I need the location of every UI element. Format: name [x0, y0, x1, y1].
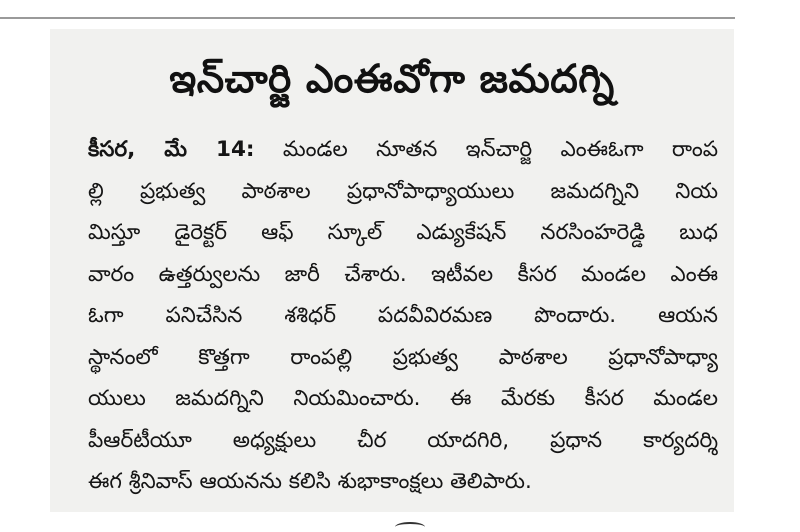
article-body — [88, 129, 718, 503]
article-line: యులు జమదగ్నిని నియమించారు. ఈ మేరకు కీసర మండల — [88, 386, 718, 411]
article-dateline: కీసర, మే 14: — [88, 137, 255, 162]
article-line-text: మండల నూతన ఇన్‌చార్జి ఎంఈఓగా రాంప — [254, 137, 718, 162]
article-line: స్థానంలో కొత్తగా రాంపల్లి ప్రభుత్వ పాఠశాల ప్రధానోపాధ్యా — [88, 344, 718, 370]
article-line — [88, 129, 718, 171]
article-line: ల్లి ప్రభుత్వ పాఠశాల ప్రధానోపాధ్యాయులు జమదగ్నిని నియ — [88, 178, 718, 204]
article-line: పీఆర్‌టీయూ అధ్యక్షులు చీర యాదగిరి, ప్రధాన కార్యదర్శి — [88, 427, 718, 453]
article-line: మిస్తూ డైరెక్టర్ ఆఫ్ స్కూల్ ఎడ్యుకేషన్ నరసింహరెడ్డి బుధ — [88, 220, 718, 245]
article-line: ఈగ శ్రీనివాస్ ఆయనను కలిసి శుభాకాంక్షలు తెలిపారు. — [88, 469, 532, 494]
news-clipping — [50, 29, 734, 512]
article-headline: ఇన్‌చార్జి ఎంఈవోగా జమదగ్ని — [169, 57, 615, 102]
article-line: ఓగా పనిచేసిన శశిధర్ పదవీవిరమణ పొందారు. ఆయన — [88, 303, 718, 328]
article-line: వారం ఉత్తర్వులను జారీ చేశారు. ఇటీవల కీసర మండల ఎంఈ — [88, 261, 718, 287]
next-article-glyph-fragment — [395, 522, 425, 532]
column-divider-rule — [0, 17, 735, 19]
